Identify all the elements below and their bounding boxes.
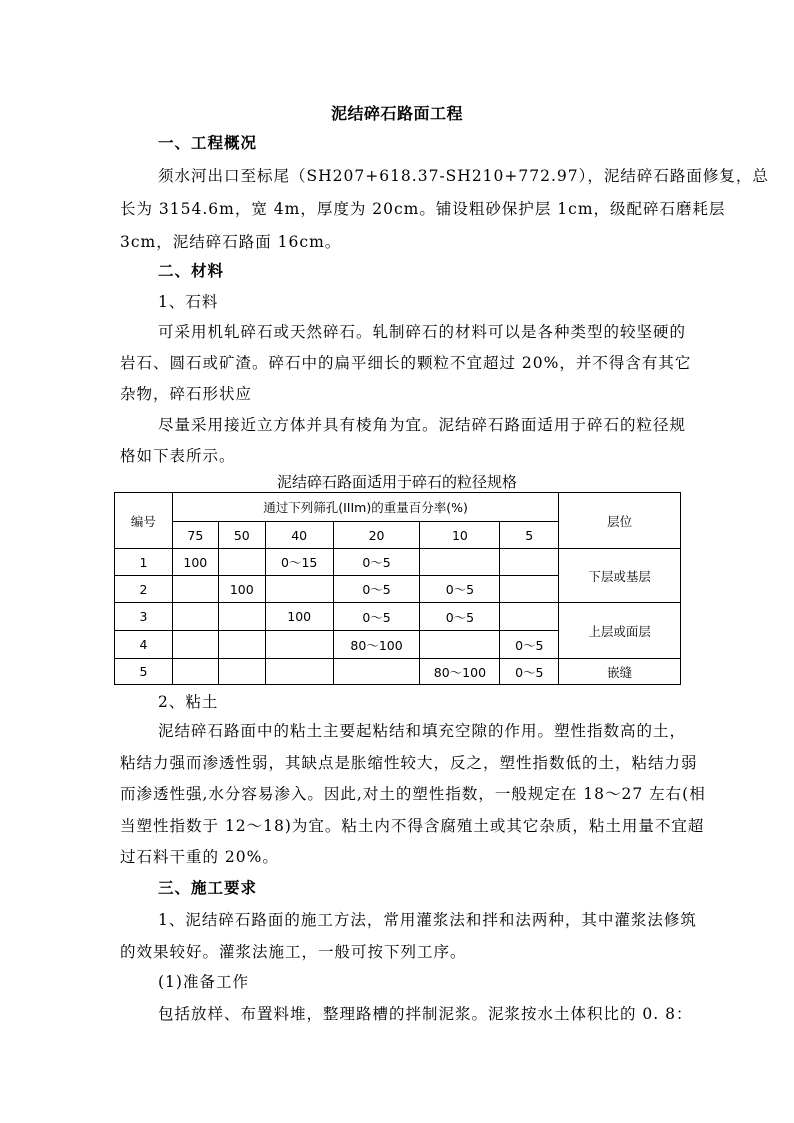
- table-row: [115, 603, 681, 631]
- table-cell: [218, 631, 265, 659]
- paragraph-line: 粘结力强而渗透性弱，其缺点是胀缩性较大，反之，塑性指数低的土，粘结力弱: [120, 754, 698, 772]
- table-cell: [265, 659, 333, 685]
- table-cell: 0～5: [500, 659, 559, 685]
- table-cell: [265, 576, 333, 603]
- paragraph-line: 杂物，碎石形状应: [120, 385, 253, 403]
- table-cell: [500, 549, 559, 576]
- table-cell: 0～5: [420, 603, 500, 631]
- paragraph-line: 而渗透性强,水分容易渗入。因此,对土的塑性指数，一般规定在 18～27 左右(相: [120, 785, 706, 803]
- table-caption: 泥结碎石路面适用于碎石的粒径规格: [276, 473, 517, 491]
- table-cell: 0～5: [333, 549, 420, 576]
- table-cell: 0～5: [333, 576, 420, 603]
- table-cell: [218, 603, 265, 631]
- paragraph-line: 当塑性指数于 12～18)为宜。粘土内不得含腐殖土或其它杂质，粘土用量不宜超: [120, 817, 705, 835]
- paragraph-line: 泥结碎石路面中的粘土主要起粘结和填充空隙的作用。塑性指数高的土，: [158, 722, 687, 740]
- paragraph-line: 长为 3154.6m，宽 4m，厚度为 20cm。铺设粗砂保护层 1cm，级配碎石磨耗层: [120, 200, 726, 218]
- table-cell: [420, 631, 500, 659]
- paragraph-line: 岩石、圆石或矿渣。碎石中的扁平细长的颗粒不宜超过 20%，并不得含有其它: [120, 354, 692, 372]
- subsection-preparation: (1)准备工作: [158, 973, 249, 991]
- subsection-clay: 2、粘土: [158, 693, 219, 711]
- table-cell: 80～100: [420, 659, 500, 685]
- sieve-header: 50: [218, 522, 265, 549]
- row-number: 2: [115, 576, 173, 603]
- paragraph-line: 3cm，泥结碎石路面 16cm。: [120, 233, 342, 251]
- paragraph-line: 可采用机轧碎石或天然碎石。轧制碎石的材料可以是各种类型的较坚硬的: [158, 323, 687, 341]
- paragraph-line: 包括放样、布置料堆，整理路槽的拌制泥浆。泥浆按水土体积比的 0. 8：: [158, 1005, 693, 1023]
- table-cell: [218, 549, 265, 576]
- sieve-header: 5: [500, 522, 559, 549]
- sieve-header: 20: [333, 522, 420, 549]
- table-cell: 80～100: [333, 631, 420, 659]
- layer-cell: 上层或面层: [559, 603, 681, 659]
- table-cell: [218, 659, 265, 685]
- paragraph-line: 的效果较好。灌浆法施工，一般可按下列工序。: [120, 943, 467, 961]
- subsection-stone: 1、石料: [158, 293, 219, 311]
- row-number: 3: [115, 603, 173, 631]
- layer-cell: 嵌缝: [559, 659, 681, 685]
- table-cell: 0～5: [333, 603, 420, 631]
- section-1-heading: 一、工程概况: [158, 133, 258, 152]
- paragraph-line: 1、泥结碎石路面的施工方法，常用灌浆法和拌和法两种，其中灌浆法修筑: [158, 911, 697, 929]
- sieve-header: 75: [172, 522, 218, 549]
- layer-cell: 下层或基层: [559, 549, 681, 603]
- header-number: 编号: [115, 493, 173, 549]
- table-cell: 100: [218, 576, 265, 603]
- table-cell: [172, 603, 218, 631]
- paragraph-line: 尽量采用接近立方体并具有棱角为宜。泥结碎石路面适用于碎石的粒径规: [158, 416, 687, 434]
- table-cell: [500, 576, 559, 603]
- section-2-heading: 二、材料: [158, 261, 225, 280]
- table-cell: [500, 603, 559, 631]
- table-cell: 0～5: [500, 631, 559, 659]
- table-cell: 100: [265, 603, 333, 631]
- sieve-header: 10: [420, 522, 500, 549]
- section-3-heading: 三、施工要求: [158, 878, 258, 897]
- table-cell: 0～5: [420, 576, 500, 603]
- table-row: [115, 659, 681, 685]
- table-cell: [265, 631, 333, 659]
- row-number: 1: [115, 549, 173, 576]
- paragraph-line: 过石料干重的 20%。: [120, 848, 279, 866]
- table-cell: 100: [172, 549, 218, 576]
- sieve-header: 40: [265, 522, 333, 549]
- paragraph-line: 格如下表所示。: [120, 447, 236, 465]
- header-layer: 层位: [559, 493, 681, 549]
- table-cell: [172, 576, 218, 603]
- gradation-table: [114, 492, 681, 685]
- table-cell: [420, 549, 500, 576]
- table-row: [115, 549, 681, 576]
- table-cell: 0～15: [265, 549, 333, 576]
- table-cell: [172, 631, 218, 659]
- paragraph-line: 须水河出口至标尾（SH207+618.37-SH210+772.97），泥结碎石路面修复，总: [158, 167, 769, 185]
- row-number: 5: [115, 659, 173, 685]
- document-title: 泥结碎石路面工程: [330, 104, 463, 123]
- row-number: 4: [115, 631, 173, 659]
- table-cell: [172, 659, 218, 685]
- table-cell: [333, 659, 420, 685]
- header-sieve-group: 通过下列筛孔(IIIm)的重量百分率(%): [172, 493, 558, 522]
